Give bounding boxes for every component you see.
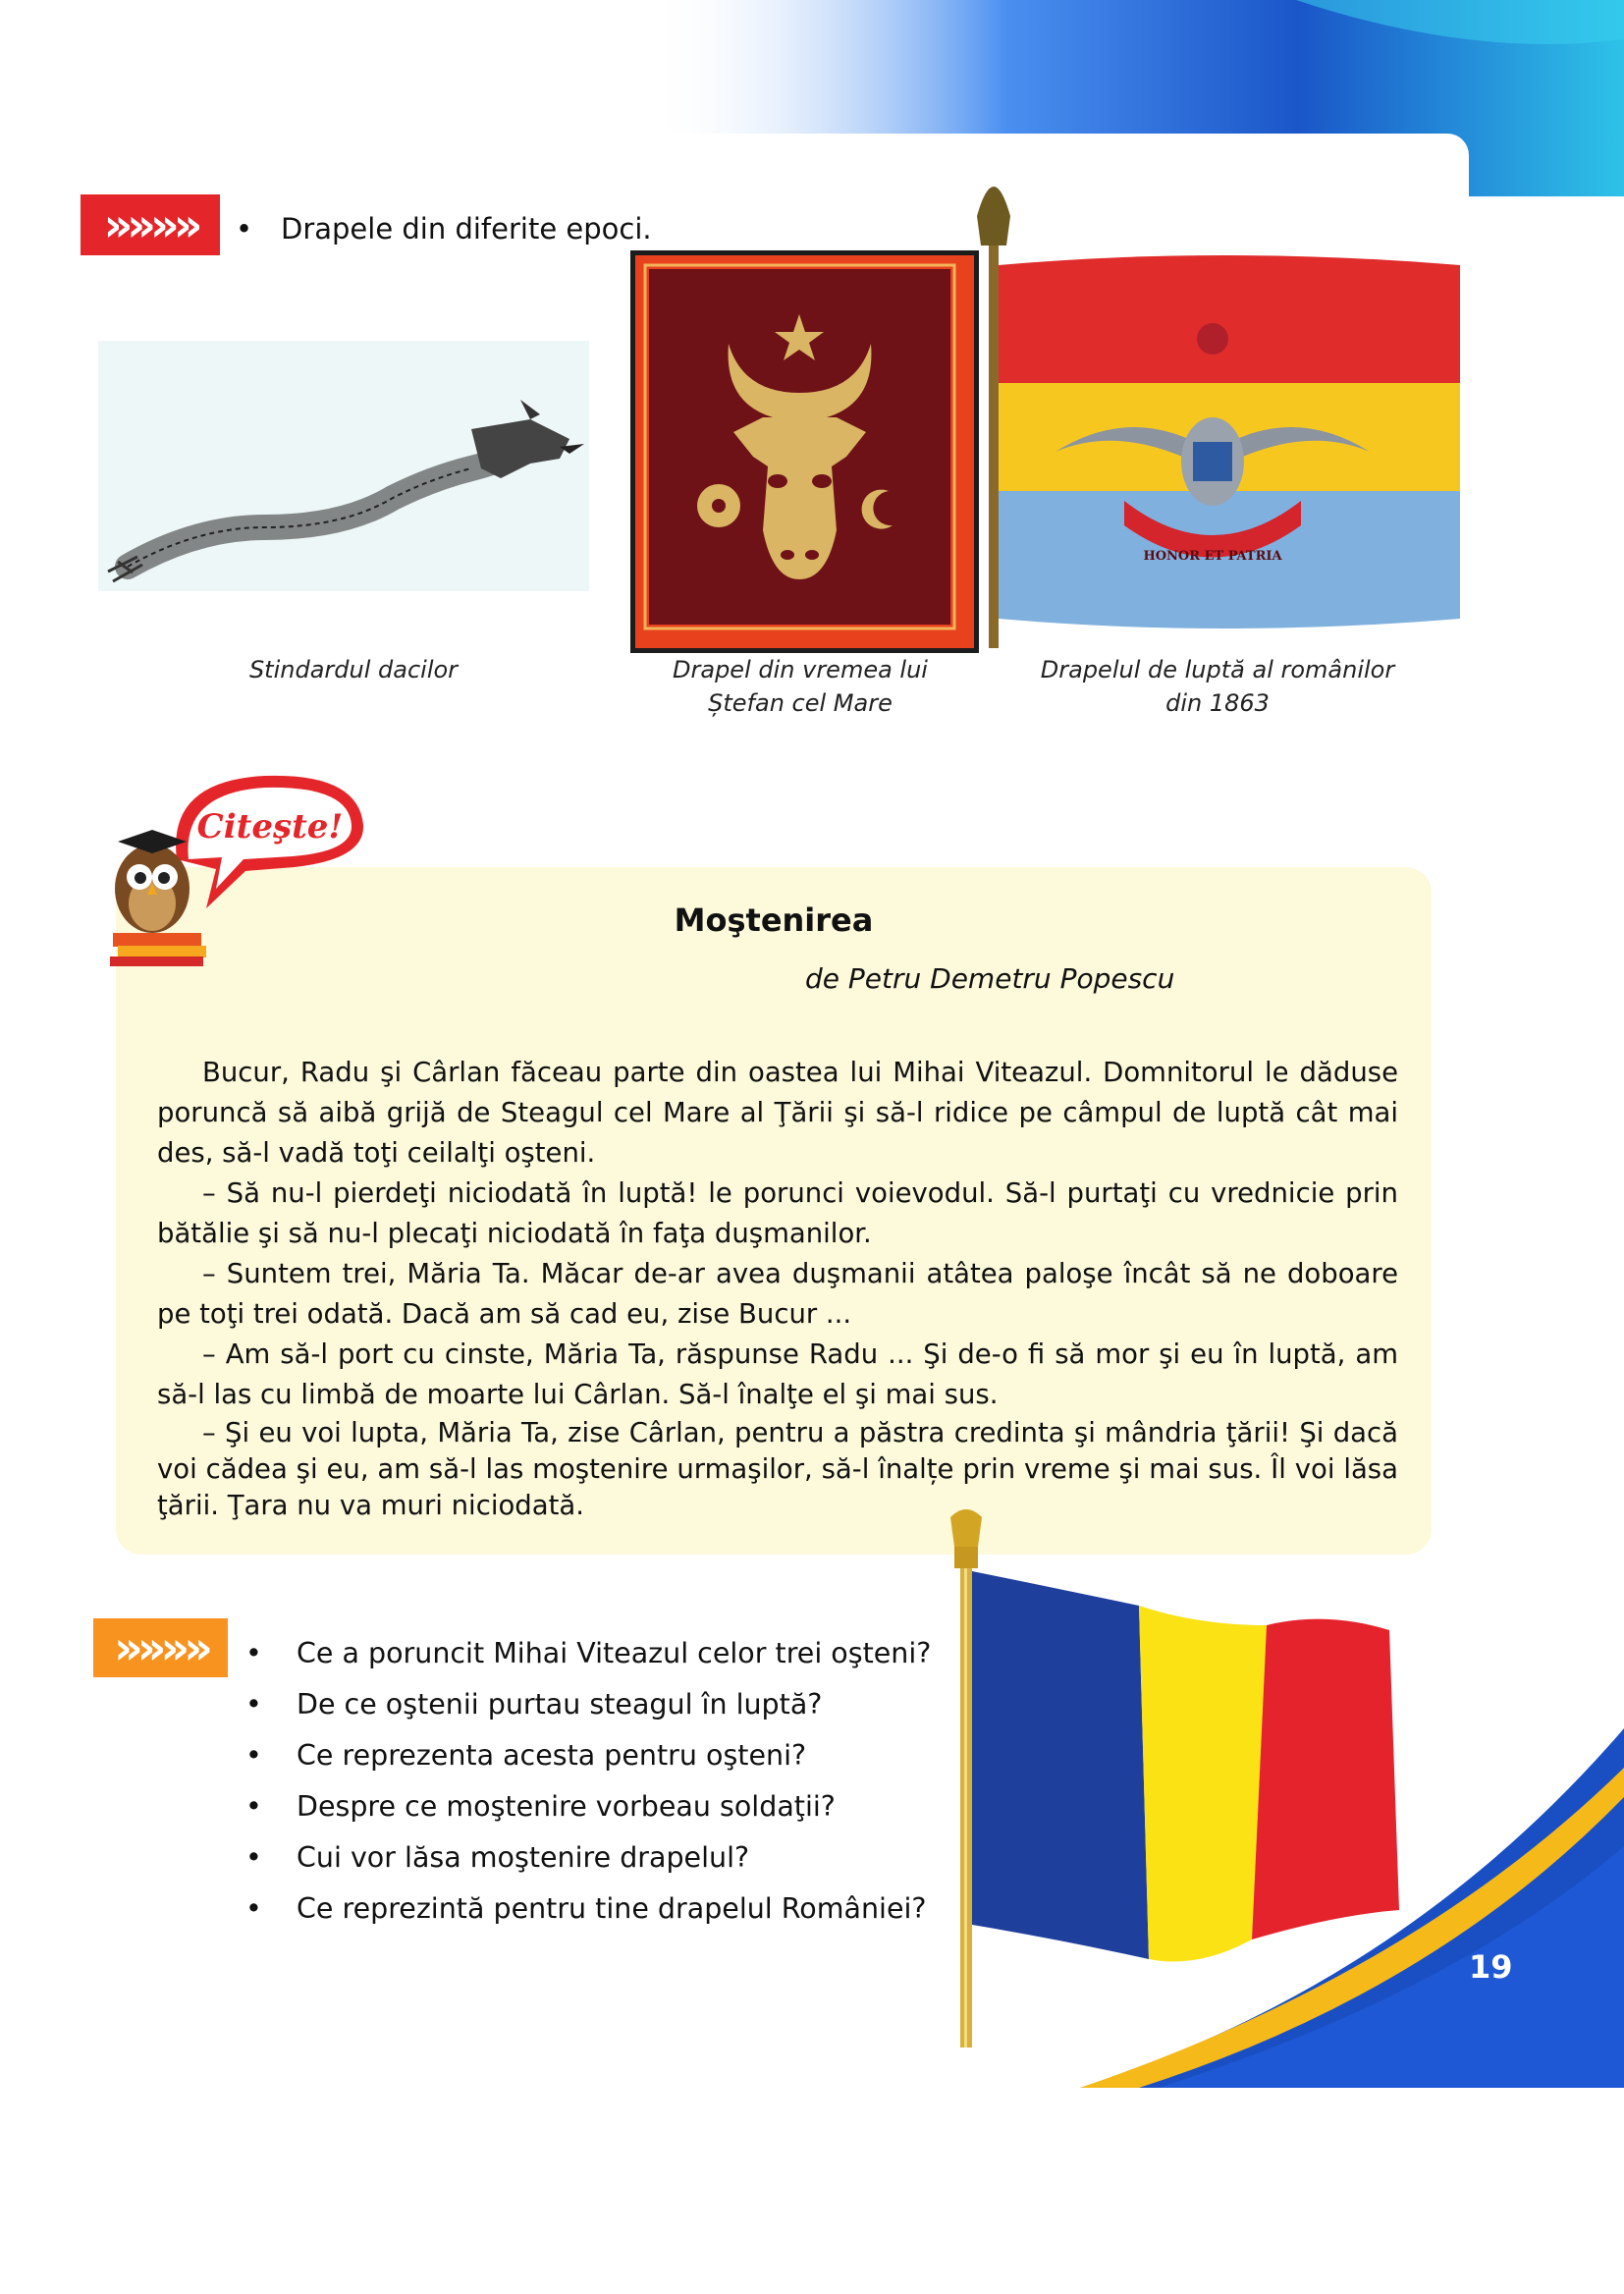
question-item [245,1628,931,1679]
question-text: Ce reprezintă pentru tine drapelul României? [297,1892,927,1925]
question-text: De ce oştenii purtau steagul în luptă? [297,1688,823,1720]
bullet-dot: • [245,1688,262,1720]
section-heading [236,210,652,247]
read-bubble-label: Citeşte! [196,807,344,847]
question-item [245,1781,931,1832]
dacian-standard-image [98,341,589,591]
bullet-dot: • [245,1841,262,1874]
caption-line: Ștefan cel Mare [708,689,893,717]
bullet-dot: • [236,212,253,246]
section-heading-text: Drapele din diferite epoci. [281,212,652,246]
story-paragraph: – Am să-l port cu cinste, Măria Ta, răspunse Radu ... Şi de-o fi să mor şi eu în luptă, am să-l las cu limbă de moarte lui Cârlan. Să-l înalţe el şi mai sus. [157,1338,1398,1410]
caption-line: Drapel din vremea lui [673,656,928,683]
story-author: de Petru Demetru Popescu [805,962,1175,995]
stefan-cel-mare-flag-image [630,250,979,653]
story-paragraph: – Suntem trei, Măria Ta. Măcar de-ar avea duşmanii atâtea paloşe încât să ne doboare pe toţi trei odată. Dacă am să cad eu, zise Bucur ... [157,1258,1398,1330]
caption-1863-flag [1001,653,1434,720]
page-number: 19 [1469,1948,1513,1986]
caption-line: din 1863 [1165,689,1270,717]
caption-stefan-flag [619,653,982,720]
story-paragraph: – Şi eu voi lupta, Măria Ta, zise Cârlan, pentru a păstra credinta şi mândria ţării! Şi dacă voi cădea şi eu, am să-l las moştenire urmaşilor, să-l înalțe prin vreme şi mai sus. Îl voi lăsa ţării. Ţara nu va muri niciodată. [157,1417,1398,1521]
question-item [245,1884,931,1935]
story-paragraph: – Să nu-l pierdeţi niciodată în luptă! le porunci voievodul. Să-l purtaţi cu vrednicie prin bătălie şi să nu-l plecaţi niciodată în faţa duşmanilor. [157,1177,1398,1249]
caption-line: Drapelul de luptă al românilor [1040,656,1395,683]
question-text: Cui vor lăsa moştenire drapelul? [297,1841,750,1874]
bullet-dot: • [245,1739,262,1772]
flag-1863-image [977,157,1468,648]
caption-dacian-standard [177,653,530,686]
flag-motto: HONOR ET PATRIA [1143,549,1282,564]
section-arrow-tag: »»»» [81,194,220,255]
question-item [245,1730,931,1781]
question-text: Ce a poruncit Mihai Viteazul celor trei oşteni? [297,1637,932,1669]
questions-arrow-tag: »»»» [93,1618,228,1677]
romanian-flag-image [943,1507,1414,2048]
question-item [245,1832,931,1884]
bullet-dot: • [245,1637,262,1669]
story-title: Moştenirea [674,901,874,939]
tricolor-eagle-flag [977,157,1468,648]
question-text: Ce reprezenta acesta pentru oşteni? [297,1739,807,1772]
question-text: Despre ce moştenire vorbeau soldaţii? [297,1790,836,1823]
question-item [245,1679,931,1730]
dacian-dragon-illustration [98,341,589,591]
story-paragraph: Bucur, Radu şi Cârlan făceau parte din oastea lui Mihai Viteazul. Domnitorul le dăduse poruncă să aibă grijă de Steagul cel Mare al Ţării şi să-l ridice pe câmpul de luptă cât mai des, să-l vadă toţi ceilalţi oşteni. [157,1057,1398,1169]
questions-list [245,1628,931,1935]
aurochs-head-flag [635,255,964,638]
bullet-dot: • [245,1892,262,1925]
caption-line: Stindardul dacilor [248,656,459,683]
bullet-dot: • [245,1790,262,1823]
